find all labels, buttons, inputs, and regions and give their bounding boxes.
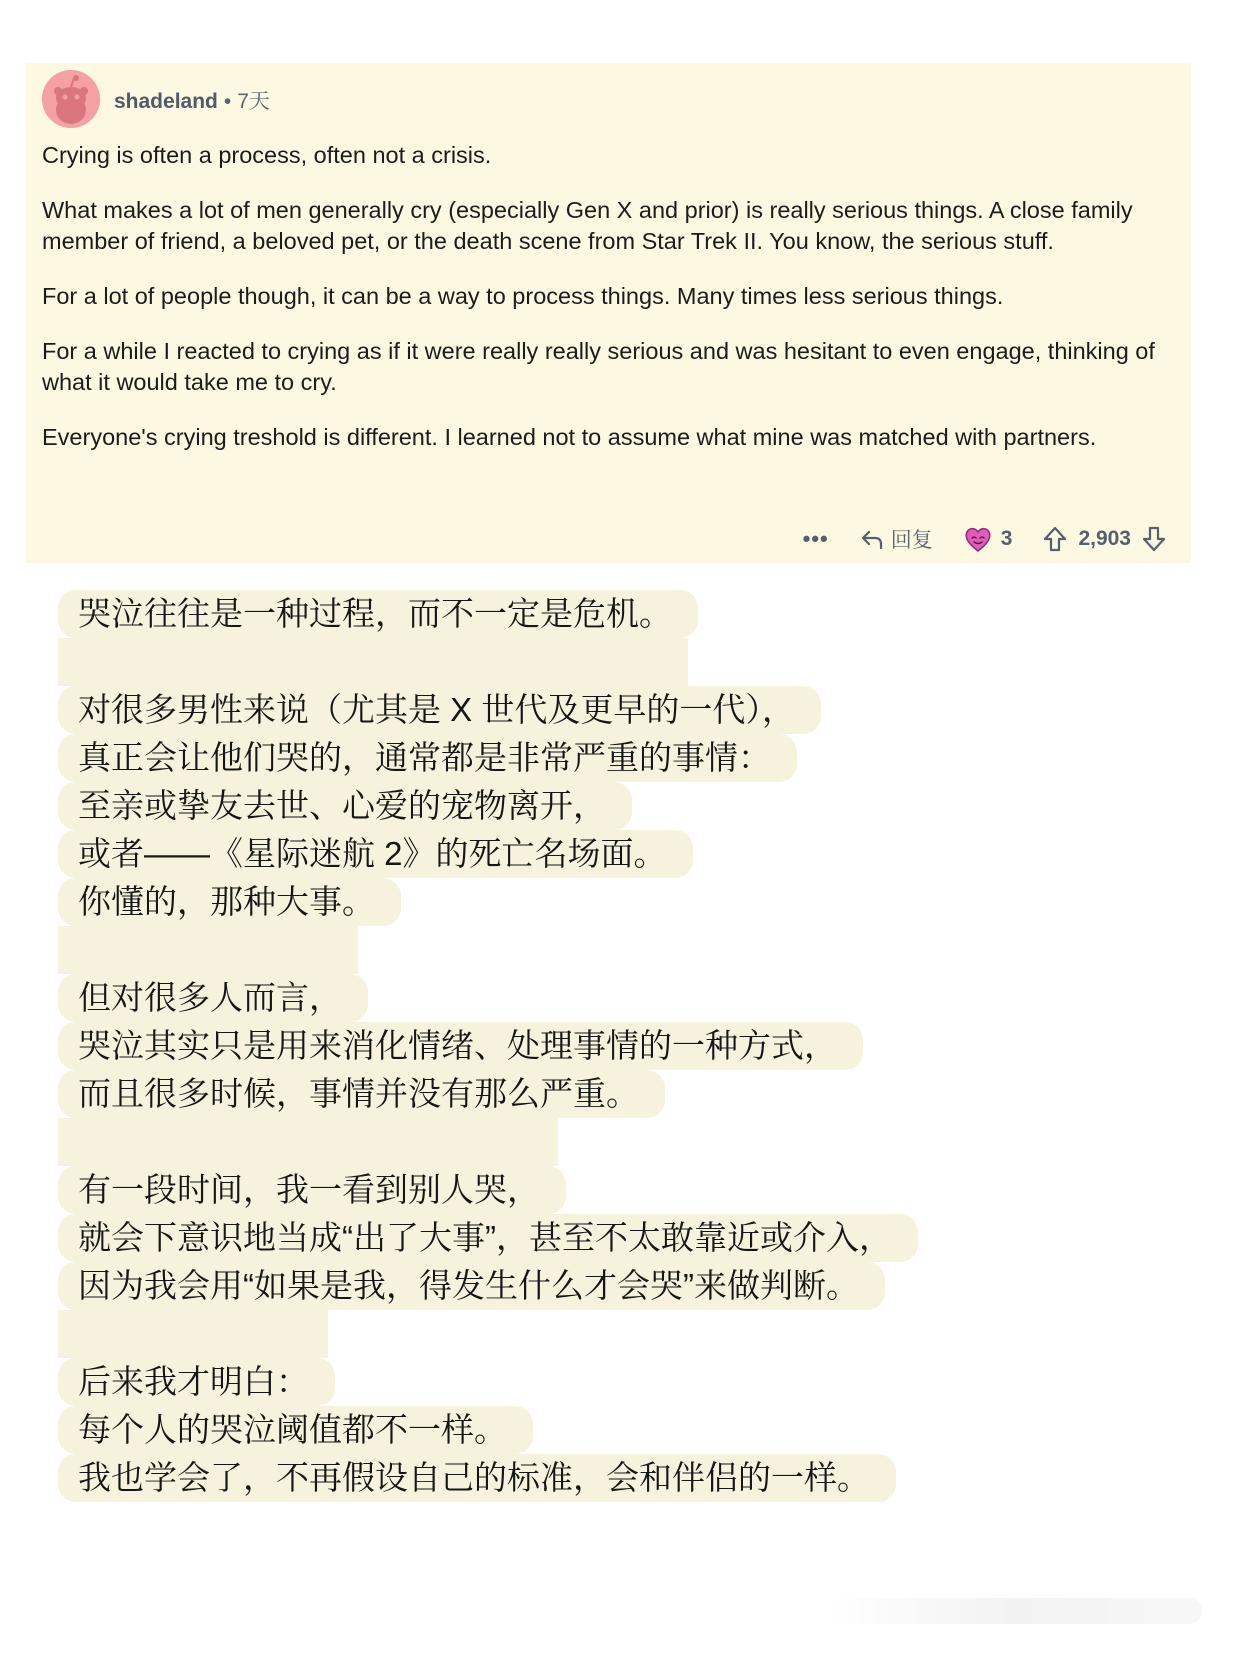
award-count: 3 [1000,527,1013,550]
gap-fill [58,1310,328,1358]
watermark [822,1598,1202,1624]
translation-line [58,974,1058,1022]
gap-fill [58,926,358,974]
reddit-avatar-icon[interactable] [42,70,100,128]
comment-paragraph: For a while I reacted to crying as if it were really really serious and was hesitant to even engage, thinking of what it would take me to cry. [42,338,1155,395]
comment-body [42,140,1177,477]
reply-button[interactable] [859,524,963,554]
translation-text: 哭泣往往是一种过程，而不一定是危机。 [58,590,698,638]
translation-text: 对很多男性来说（尤其是 X 世代及更早的一代）， [58,686,821,734]
more-icon[interactable]: ••• [802,526,829,551]
paragraph-gap [58,926,1058,974]
translation-text: 至亲或挚友去世、心爱的宠物离开， [58,782,632,830]
separator: • [223,90,232,113]
comment-paragraph: For a lot of people though, it can be a way to process things. Many times less serious things. [42,283,1004,309]
translation-line [58,1262,1058,1310]
translation-text: 后来我才明白： [58,1358,335,1406]
translation-text: 我也学会了，不再假设自己的标准，会和伴侣的一样。 [58,1454,896,1502]
translation-line [58,1214,1058,1262]
comment-paragraph: Everyone's crying treshold is different. I learned not to assume what mine was matched with partners. [42,424,1097,450]
translation-text: 有一段时间，我一看到别人哭， [58,1166,566,1214]
translation-line [58,1166,1058,1214]
vote-count: 2,903 [1078,527,1131,550]
paragraph-gap [58,638,1058,686]
comment-header [114,85,270,115]
translation-line [58,1022,1058,1070]
translation-line [58,878,1058,926]
award-button[interactable] [963,524,1043,554]
translation-text: 就会下意识地当成“出了大事”，甚至不太敢靠近或介入， [58,1214,918,1262]
translation-line [58,590,1058,638]
translation-line [58,1406,1058,1454]
translation-line [58,1358,1058,1406]
comment-paragraph: What makes a lot of men generally cry (especially Gen X and prior) is really serious things. A close family member of friend, a beloved pet, or the death scene from Star Trek II. You know, the serious stuff. [42,197,1133,254]
translation-text: 哭泣其实只是用来消化情绪、处理事情的一种方式， [58,1022,863,1070]
translation-line [58,686,1058,734]
translation-text: 或者——《星际迷航 2》的死亡名场面。 [58,830,693,878]
downvote-icon[interactable] [1141,525,1167,553]
translation-text: 真正会让他们哭的，通常都是非常严重的事情： [58,734,797,782]
upvote-icon[interactable] [1042,525,1068,553]
comment-age: 7天 [237,90,270,113]
gap-fill [58,638,688,686]
translation-line [58,830,1058,878]
translation-text: 因为我会用“如果是我，得发生什么才会哭”来做判断。 [58,1262,885,1310]
gap-fill [58,1118,558,1166]
translation-text: 但对很多人而言， [58,974,368,1022]
translation-line [58,734,1058,782]
paragraph-gap [58,1310,1058,1358]
translation-bubble [58,590,1058,1502]
reply-icon [859,526,885,552]
comment-card [26,63,1191,563]
translation-line [58,1454,1058,1502]
translation-text: 而且很多时候，事情并没有那么严重。 [58,1070,665,1118]
username[interactable]: shadeland [114,90,218,113]
reply-label: 回复 [890,529,933,552]
translation-text: 每个人的哭泣阈值都不一样。 [58,1406,533,1454]
paragraph-gap [58,1118,1058,1166]
translation-line [58,1070,1058,1118]
comment-actions [803,523,1167,555]
comment-paragraph: Crying is often a process, often not a crisis. [42,142,492,168]
translation-line [58,782,1058,830]
award-heart-icon [963,524,993,554]
vote-widget [1042,525,1167,553]
translation-text: 你懂的，那种大事。 [58,878,401,926]
